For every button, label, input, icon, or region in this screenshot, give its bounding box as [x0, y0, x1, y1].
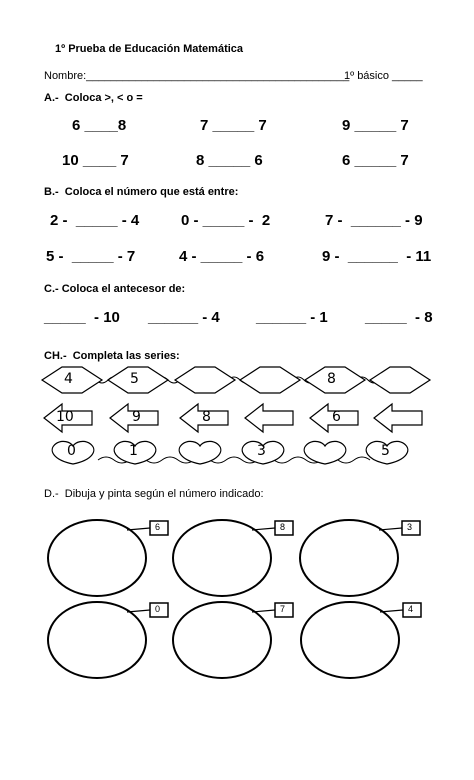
section-b-heading: B.- Coloca el número que está entre: — [44, 186, 239, 198]
series-arrow-value: 9 — [132, 409, 141, 425]
grade-field-label[interactable]: 1º básico _____ — [344, 70, 423, 82]
between-item[interactable]: 9 - ______ - 11 — [322, 248, 432, 265]
between-item[interactable]: 5 - _____ - 7 — [46, 248, 136, 265]
section-a-heading: A.- Coloca >, < o = — [44, 92, 143, 104]
compare-item[interactable]: 6 ____8 — [72, 117, 127, 134]
drawing-oval — [300, 520, 398, 596]
series-diamond-value: 8 — [327, 371, 336, 387]
predecessor-item[interactable]: _____ - 8 — [365, 309, 433, 326]
page-title: 1º Prueba de Educación Matemática — [55, 43, 244, 55]
compare-item[interactable]: 8 _____ 6 — [196, 152, 263, 169]
drawing-oval — [173, 520, 271, 596]
series-diamond — [240, 367, 300, 393]
section-c-heading: C.- Coloca el antecesor de: — [44, 283, 186, 295]
series-heart-value: 5 — [381, 443, 390, 459]
section-ch-heading: CH.- Completa las series: — [44, 350, 180, 362]
series-arrow-value: 10 — [56, 409, 74, 425]
compare-item[interactable]: 10 ____ 7 — [62, 152, 129, 169]
between-item[interactable]: 7 - ______ - 9 — [325, 212, 423, 229]
series-heart-value: 3 — [257, 443, 266, 459]
number-box-value: 4 — [408, 604, 414, 614]
drawing-oval — [48, 520, 146, 596]
name-field-label[interactable]: Nombre:___________________________________________ — [44, 70, 350, 82]
series-heart — [179, 441, 221, 464]
series-diamond-value: 5 — [130, 371, 139, 387]
series-heart-value: 1 — [129, 443, 138, 459]
predecessor-item[interactable]: ______ - 4 — [148, 309, 220, 326]
series-arrow-value: 8 — [202, 409, 211, 425]
number-box-value: 6 — [155, 522, 161, 532]
between-item[interactable]: 4 - _____ - 6 — [179, 248, 265, 265]
compare-item[interactable]: 7 _____ 7 — [200, 117, 267, 134]
drawing-oval — [301, 602, 399, 678]
compare-item[interactable]: 6 _____ 7 — [342, 152, 409, 169]
series-arrow — [374, 404, 422, 432]
series-diamond — [175, 367, 235, 393]
number-box-value: 7 — [280, 604, 286, 614]
series-heart-value: 0 — [67, 443, 76, 459]
number-box-value: 0 — [155, 604, 161, 614]
drawing-oval — [173, 602, 271, 678]
series-diamond — [370, 367, 430, 393]
predecessor-item[interactable]: _____ - 10 — [44, 309, 120, 326]
number-box-value: 3 — [407, 522, 413, 532]
compare-item[interactable]: 9 _____ 7 — [342, 117, 409, 134]
between-item[interactable]: 2 - _____ - 4 — [50, 212, 140, 229]
series-arrow-value: 6 — [332, 409, 341, 425]
series-arrow — [245, 404, 293, 432]
number-box-value: 8 — [280, 522, 286, 532]
between-item[interactable]: 0 - _____ - 2 — [181, 212, 271, 229]
drawing-oval — [48, 602, 146, 678]
section-d-heading: D.- Dibuja y pinta según el número indicado: — [44, 488, 264, 500]
series-diamond-value: 4 — [64, 371, 73, 387]
predecessor-item[interactable]: ______ - 1 — [256, 309, 328, 326]
